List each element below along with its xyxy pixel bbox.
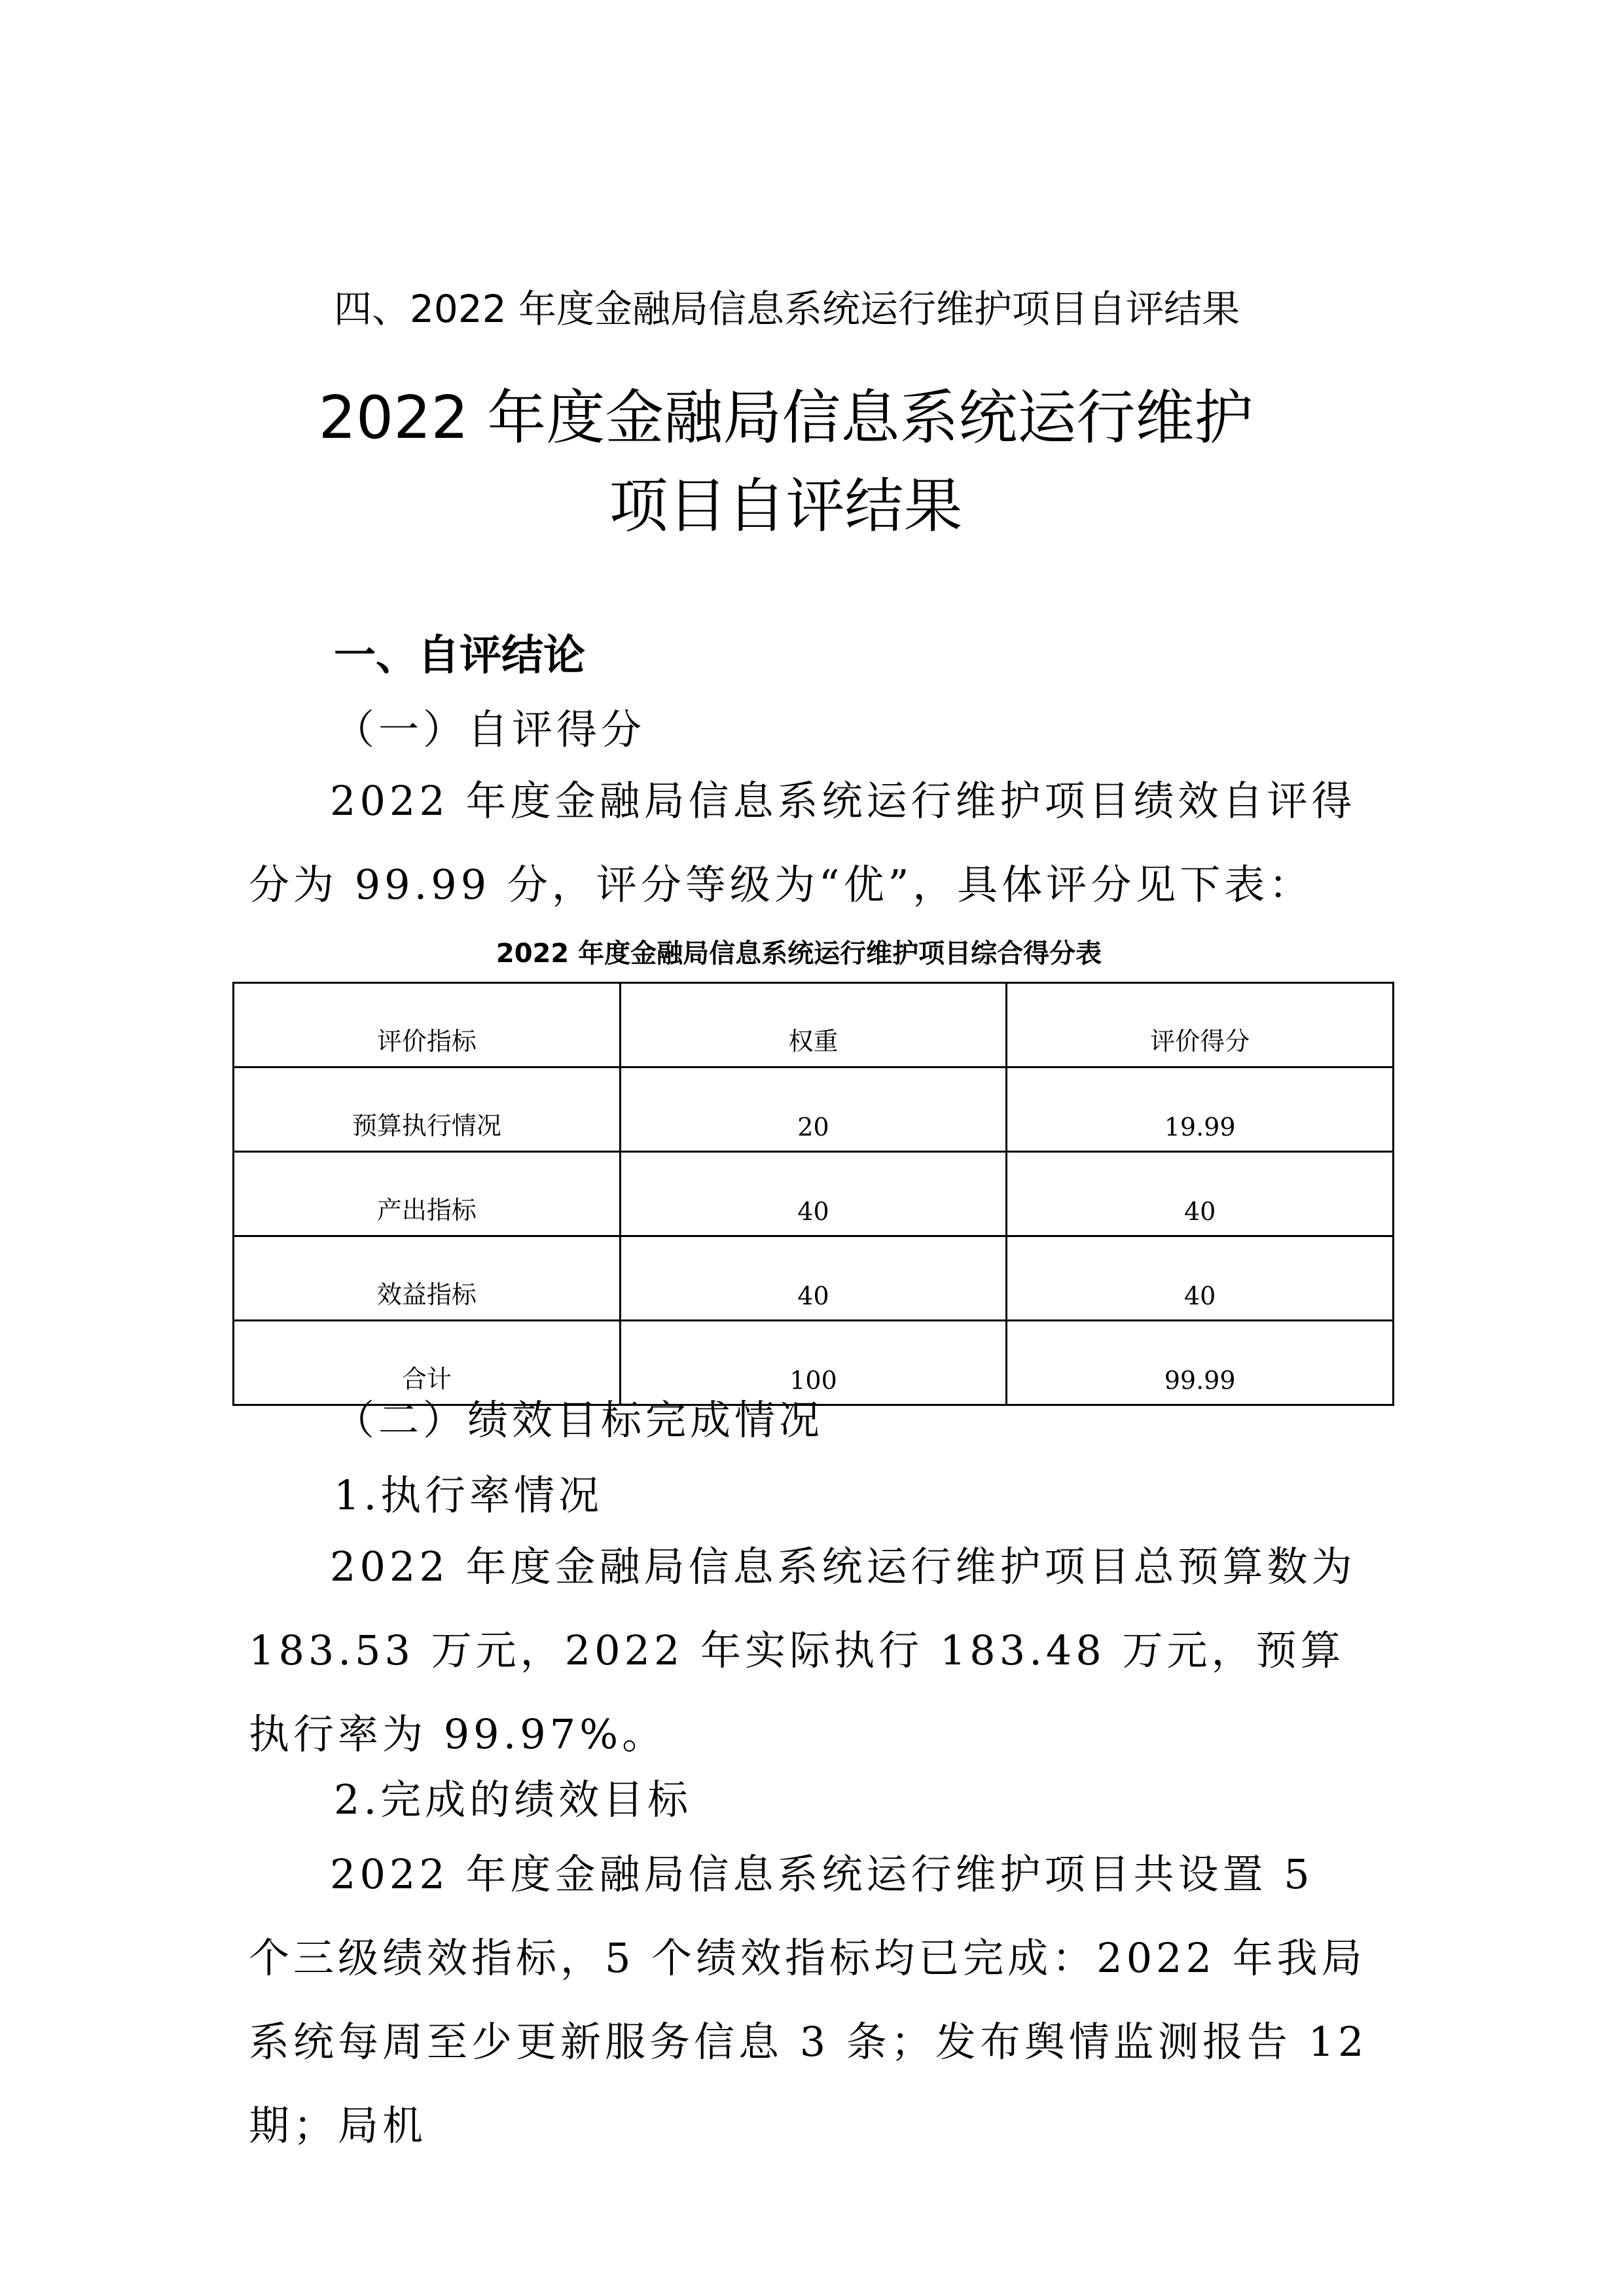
table-cell: 合计	[234, 1321, 621, 1405]
table-row	[234, 1236, 1394, 1321]
heading-self-evaluation-score: （一）自评得分	[334, 706, 646, 753]
table-cell: 40	[1007, 1152, 1394, 1236]
table-header-row	[234, 983, 1394, 1067]
table-cell: 19.99	[1007, 1067, 1394, 1152]
document-title-line-2: 项目自评结果	[609, 472, 963, 541]
document-title-line-1: 2022 年度金融局信息系统运行维护	[318, 384, 1254, 452]
table-cell: 40	[620, 1152, 1007, 1236]
table-cell: 40	[1007, 1236, 1394, 1321]
heading-self-evaluation-conclusion: 一、自评结论	[334, 632, 585, 680]
table-caption: 2022 年度金融局信息系统运行维护项目综合得分表	[496, 939, 1102, 969]
table-cell: 100	[620, 1321, 1007, 1405]
paragraph-score-summary: 2022 年度金融局信息系统运行维护项目绩效自评得分为 99.99 分，评分等级为“优”，具体评分见下表：	[249, 777, 1356, 908]
heading-completed-goals: 2.完成的绩效目标	[334, 1776, 693, 1823]
score-table	[232, 982, 1394, 1406]
heading-execution-rate: 1.执行率情况	[334, 1471, 604, 1519]
section-heading: 四、2022 年度金融局信息系统运行维护项目自评结果	[334, 287, 1240, 331]
table-cell: 40	[620, 1236, 1007, 1321]
table-cell: 产出指标	[234, 1152, 621, 1236]
table-cell: 20	[620, 1067, 1007, 1152]
paragraph-execution-rate: 2022 年度金融局信息系统运行维护项目总预算数为 183.53 万元，2022 年实际执行 183.48 万元，预算执行率为 99.97%。	[249, 1543, 1356, 1758]
table-header-cell: 权重	[620, 983, 1007, 1067]
table-header-cell: 评价指标	[234, 983, 621, 1067]
table-cell: 效益指标	[234, 1236, 621, 1321]
table-cell: 预算执行情况	[234, 1067, 621, 1152]
table-cell: 99.99	[1007, 1321, 1394, 1405]
table-row	[234, 1067, 1394, 1152]
table-row	[234, 1152, 1394, 1236]
paragraph-completed-goals: 2022 年度金融局信息系统运行维护项目共设置 5 个三级绩效指标，5 个绩效指标均已完成：2022 年我局系统每周至少更新服务信息 3 条；发布舆情监测报告 12 期；局机	[249, 1850, 1368, 2149]
table-header-cell: 评价得分	[1007, 983, 1394, 1067]
heading-performance-goals: （二）绩效目标完成情况	[334, 1396, 824, 1444]
